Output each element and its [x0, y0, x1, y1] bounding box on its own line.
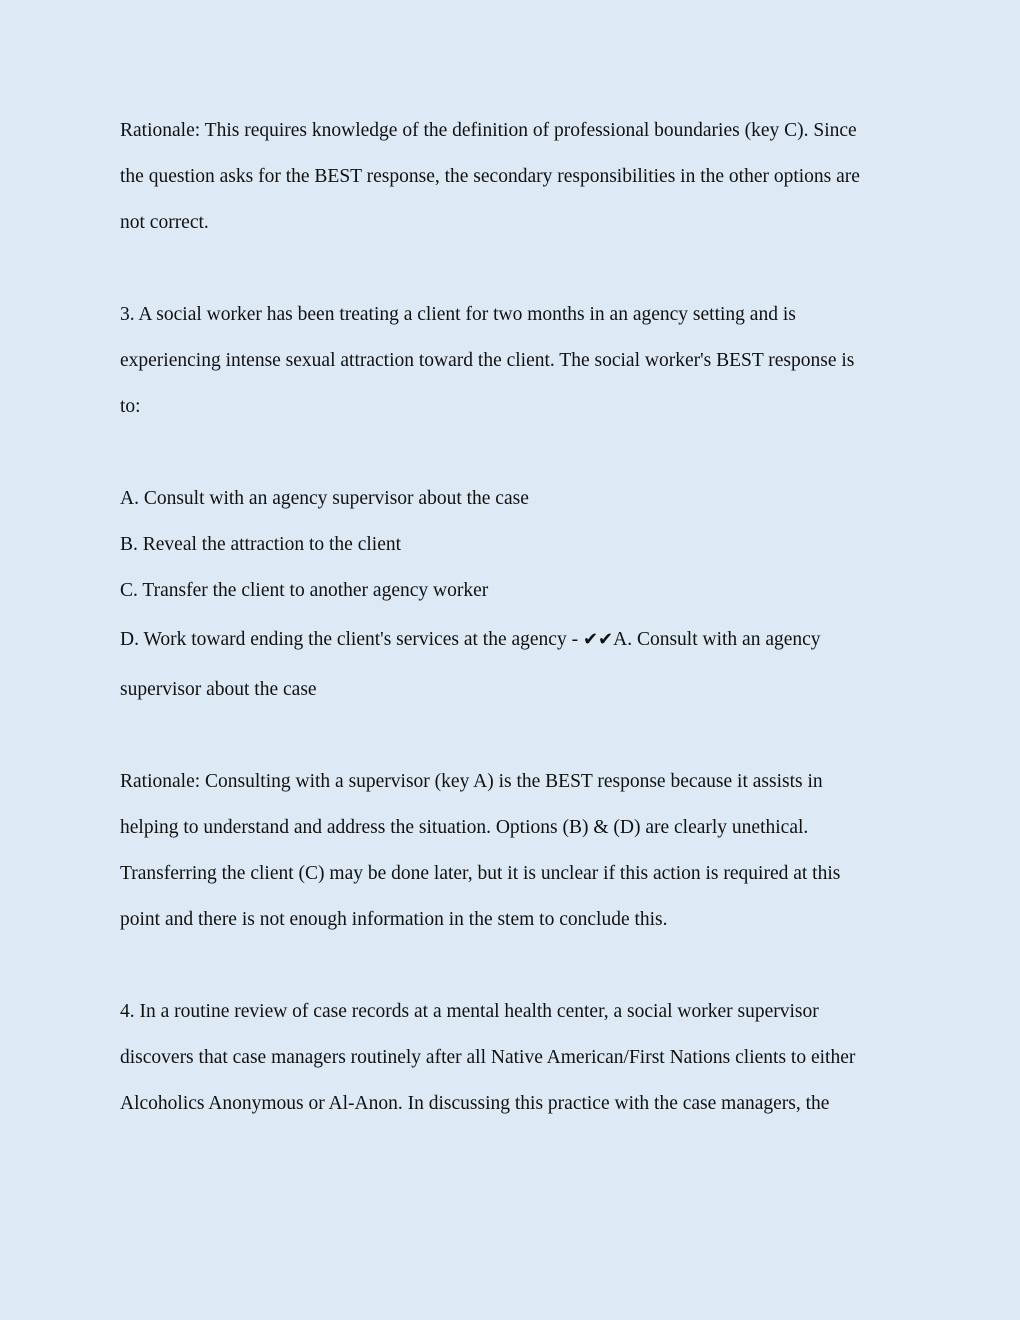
question-3-rationale-line-4: point and there is not enough information in the stem to conclude this.	[120, 909, 668, 930]
question-3-rationale-line-1: Rationale: Consulting with a supervisor (key A) is the BEST response because it assists in	[120, 771, 823, 792]
question-3-answer: A. Consult with an agency	[613, 629, 821, 650]
question-3-rationale-line-3: Transferring the client (C) may be done later, but it is unclear if this action is required at this	[120, 863, 841, 884]
rationale-q2-line-3: not correct.	[120, 212, 209, 233]
question-3-stem-line-3: to:	[120, 396, 141, 417]
question-3-option-d	[120, 628, 900, 652]
question-3-option-d-text: D. Work toward ending the client's services at the agency -	[120, 629, 583, 650]
check-mark-icon: ✔✔	[582, 629, 614, 650]
question-4-stem-line-1: 4. In a routine review of case records at a mental health center, a social worker supervisor	[120, 1001, 819, 1022]
question-4-stem-line-2: discovers that case managers routinely after all Native American/First Nations clients to either	[120, 1047, 856, 1068]
question-3-rationale-line-2: helping to understand and address the situation. Options (B) & (D) are clearly unethical.	[120, 817, 809, 838]
question-3-option-c: C. Transfer the client to another agency worker	[120, 580, 489, 601]
question-4-stem-line-3: Alcoholics Anonymous or Al-Anon. In discussing this practice with the case managers, the	[120, 1093, 830, 1114]
question-3-answer-continued: supervisor about the case	[120, 679, 317, 700]
question-3-stem-line-1: 3. A social worker has been treating a client for two months in an agency setting and is	[120, 304, 796, 325]
rationale-q2-line-2: the question asks for the BEST response, the secondary responsibilities in the other options are	[120, 166, 860, 187]
rationale-q2-line-1: Rationale: This requires knowledge of the definition of professional boundaries (key C). Since	[120, 120, 857, 141]
question-3-stem-line-2: experiencing intense sexual attraction toward the client. The social worker's BEST response is	[120, 350, 855, 371]
question-3-option-b: B. Reveal the attraction to the client	[120, 534, 402, 555]
question-3-option-a: A. Consult with an agency supervisor about the case	[120, 488, 529, 509]
